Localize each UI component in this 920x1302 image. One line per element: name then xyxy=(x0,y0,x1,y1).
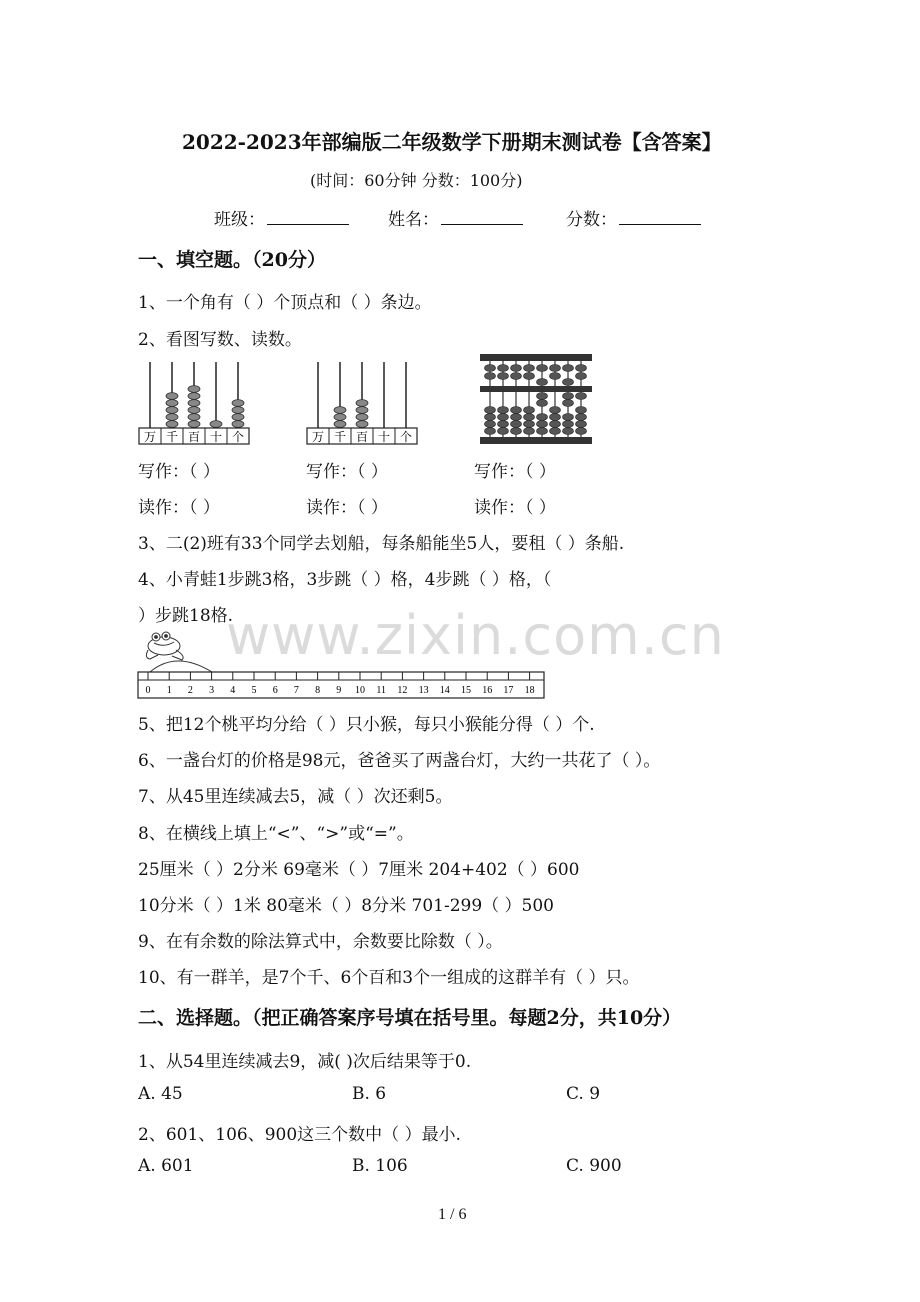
place-label-qian: 千 xyxy=(165,430,179,444)
s2-q1-option-b[interactable]: B. 6 xyxy=(352,1084,387,1104)
s2-q2-option-b[interactable]: B. 106 xyxy=(352,1156,408,1176)
s2-q1-option-a[interactable]: A. 45 xyxy=(138,1084,183,1104)
number-line-label: 15 xyxy=(461,685,471,696)
number-line-label: 17 xyxy=(503,685,514,696)
number-line-label: 7 xyxy=(293,685,299,696)
place-label-bai: 百 xyxy=(355,430,369,444)
score-field[interactable] xyxy=(566,205,701,230)
s1-question-1: 1、一个角有（ ）个顶点和（ ）条边。 xyxy=(138,293,432,313)
number-line-label: 2 xyxy=(187,685,193,696)
name-label: 姓名： xyxy=(388,210,439,230)
abacus2-write: 写作：（ ） xyxy=(306,462,388,482)
score-label: 分数： xyxy=(566,210,617,230)
class-field[interactable] xyxy=(214,205,349,230)
number-line-label: 5 xyxy=(251,685,257,696)
number-line-label: 3 xyxy=(209,685,215,696)
number-line-label: 1 xyxy=(166,685,172,696)
number-line-label: 8 xyxy=(315,685,321,696)
page-number: 1 / 6 xyxy=(438,1206,467,1223)
counting-frame-1 xyxy=(138,358,252,448)
number-line-label: 0 xyxy=(145,685,151,696)
number-line-label: 6 xyxy=(272,685,278,696)
s2-q2-option-c[interactable]: C. 900 xyxy=(566,1156,622,1176)
class-blank[interactable] xyxy=(267,223,349,225)
s2-q1-option-c[interactable]: C. 9 xyxy=(566,1084,601,1104)
place-label-shi: 十 xyxy=(377,430,391,444)
number-line-label: 18 xyxy=(524,685,535,696)
place-label-ge: 个 xyxy=(399,430,413,444)
exam-subtitle: (时间：60分钟 分数：100分) xyxy=(310,171,523,190)
watermark: www.zixin.com.cn xyxy=(226,604,725,667)
s1-question-7: 7、从45里连续减去5，减（ ）次还剩5。 xyxy=(138,787,453,807)
section2-heading: 二、选择题。（把正确答案序号填在括号里。每题2分，共10分） xyxy=(138,1007,682,1029)
section1-heading: 一、填空题。（20分） xyxy=(138,249,326,271)
s2-question-2: 2、601、106、900这三个数中（ ）最小. xyxy=(138,1125,461,1145)
abacus3-write: 写作：（ ） xyxy=(474,462,556,482)
s1-question-10: 10、有一群羊，是7个千、6个百和3个一组成的这群羊有（ ）只。 xyxy=(138,968,640,988)
class-label: 班级： xyxy=(214,210,265,230)
number-line-label: 4 xyxy=(230,685,236,696)
name-blank[interactable] xyxy=(441,223,523,225)
s1-question-4-line1: 4、小青蛙1步跳3格，3步跳（ ）格，4步跳（ ）格，（ xyxy=(138,570,552,590)
place-label-wan: 万 xyxy=(311,430,325,444)
s1-question-4-line2: ）步跳18格. xyxy=(138,606,234,626)
number-line-label: 10 xyxy=(355,685,365,696)
s1-question-8-row1: 25厘米（ ）2分米 69毫米（ ）7厘米 204+402（ ）600 xyxy=(138,860,580,880)
frog-icon xyxy=(146,632,183,660)
number-line-label: 9 xyxy=(336,685,342,696)
s1-question-6: 6、一盏台灯的价格是98元，爸爸买了两盏台灯，大约一共花了（ ）。 xyxy=(138,751,661,771)
number-line-label: 12 xyxy=(397,685,408,696)
s1-question-8-row2: 10分米（ ）1米 80毫米（ ）8分米 701-299（ ）500 xyxy=(138,896,555,916)
s2-question-1: 1、从54里连续减去9，减( )次后结果等于0. xyxy=(138,1052,472,1072)
abacus1-write: 写作：（ ） xyxy=(138,462,220,482)
score-blank[interactable] xyxy=(619,223,701,225)
s1-question-8: 8、在横线上填上“<”、“>”或“=”。 xyxy=(138,824,414,844)
place-label-qian: 千 xyxy=(333,430,347,444)
frog-number-line xyxy=(136,628,548,700)
counting-frame-2 xyxy=(306,358,420,448)
place-label-wan: 万 xyxy=(143,430,157,444)
number-line-label: 16 xyxy=(482,685,493,696)
s2-q2-option-a[interactable]: A. 601 xyxy=(138,1156,194,1176)
abacus3-read: 读作：（ ） xyxy=(474,498,556,518)
number-line-label: 13 xyxy=(418,685,429,696)
place-label-ge: 个 xyxy=(231,430,245,444)
s1-question-3: 3、二(2)班有33个同学去划船，每条船能坐5人，要租（ ）条船. xyxy=(138,534,625,554)
s1-question-2: 2、看图写数、读数。 xyxy=(138,330,302,350)
abacus2-read: 读作：（ ） xyxy=(306,498,388,518)
abacus1-read: 读作：（ ） xyxy=(138,498,220,518)
place-label-bai: 百 xyxy=(187,430,201,444)
number-line-label: 11 xyxy=(376,685,387,696)
s1-question-5: 5、把12个桃平均分给（ ）只小猴，每只小猴能分得（ ）个. xyxy=(138,715,595,735)
name-field[interactable] xyxy=(388,205,523,230)
s1-question-9: 9、在有余数的除法算式中，余数要比除数（ ）。 xyxy=(138,932,503,952)
place-label-shi: 十 xyxy=(209,430,223,444)
page-title: 2022-2023年部编版二年级数学下册期末测试卷【含答案】 xyxy=(182,130,722,154)
number-line-label: 14 xyxy=(439,685,450,696)
abacus-suanpan xyxy=(478,352,594,446)
